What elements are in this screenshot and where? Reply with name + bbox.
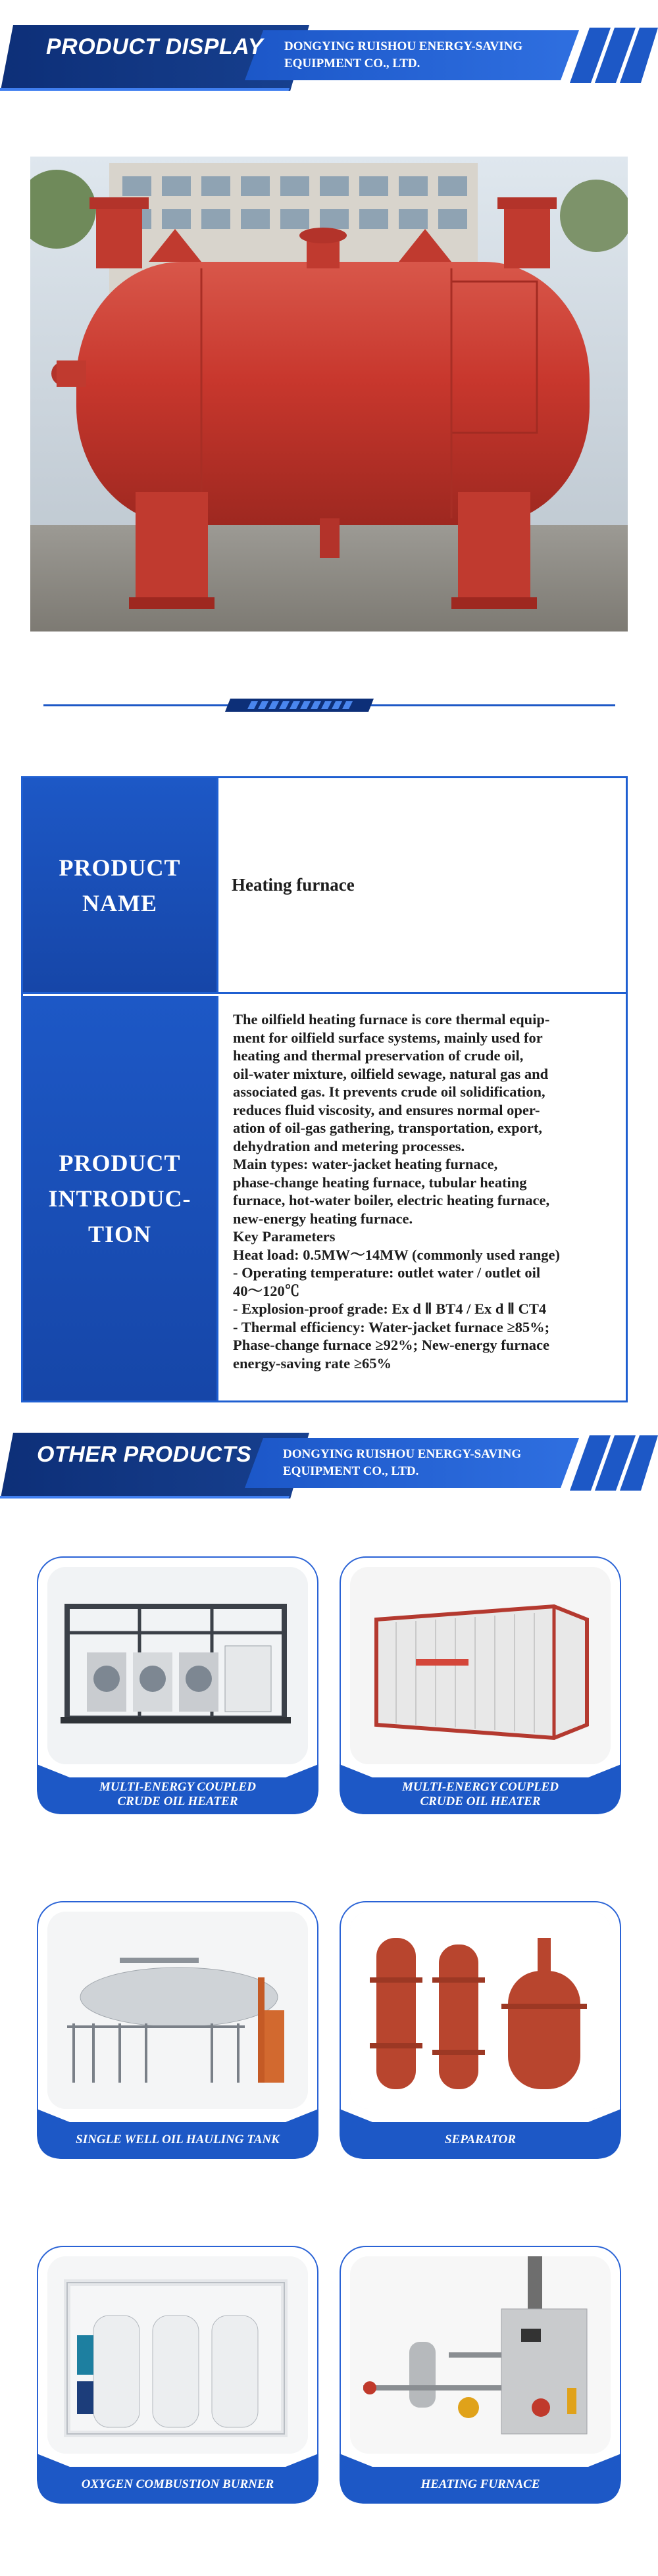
section-title: PRODUCT DISPLAY — [46, 34, 263, 59]
product-intro-label-line1: PRODUCT — [59, 1149, 181, 1176]
intro-line: - Explosion-proof grade: Ex d Ⅱ BT4 / Ex d Ⅱ CT4 — [233, 1300, 547, 1317]
product-intro-row — [23, 996, 626, 1400]
product-caption-line1: MULTI-ENERGY COUPLED — [99, 1780, 257, 1794]
intro-line: Key Parameters — [233, 1228, 336, 1245]
product-intro-label-line3: TION — [88, 1220, 151, 1247]
product-card[interactable] — [37, 1556, 318, 1814]
hero-product-photo — [30, 157, 628, 632]
product-photo-multi-energy-heater — [47, 1567, 308, 1764]
intro-line: associated gas. It prevents crude oil solidification, — [233, 1083, 545, 1100]
product-info-table — [21, 776, 628, 1402]
product-caption-band — [340, 2440, 621, 2504]
company-name — [284, 38, 522, 72]
product-caption: HEATING FURNACE — [420, 2477, 540, 2491]
separator-illustration — [350, 1912, 611, 2109]
product-caption — [37, 1780, 318, 1809]
company-name-line1: DONGYING RUISHOU ENERGY-SAVING — [284, 39, 523, 53]
product-name-value: Heating furnace — [216, 778, 626, 992]
company-name — [283, 1446, 521, 1480]
company-name-line2: EQUIPMENT CO., LTD. — [284, 57, 420, 70]
product-name-row — [23, 778, 626, 994]
intro-line: new-energy heating furnace. — [233, 1210, 413, 1227]
intro-line: Main types: water-jacket heating furnace, — [233, 1156, 498, 1172]
hauling-tank-illustration — [47, 1912, 308, 2109]
product-caption-line2: CRUDE OIL HEATER — [117, 1795, 238, 1808]
intro-line: phase-change heating furnace, tubular heating — [233, 1174, 527, 1191]
product-caption-line2: CRUDE OIL HEATER — [420, 1795, 541, 1808]
intro-line: reduces fluid viscosity, and ensures normal oper- — [233, 1101, 540, 1118]
intro-line: 40～120℃ — [233, 1282, 300, 1299]
product-photo-oxygen-burner — [47, 2256, 308, 2454]
intro-line: energy-saving rate ≥65% — [233, 1354, 392, 1372]
intro-line: dehydration and metering processes. — [233, 1137, 465, 1154]
company-name-line1: DONGYING RUISHOU ENERGY-SAVING — [283, 1447, 522, 1461]
product-display-banner — [0, 25, 658, 91]
product-caption-line1: MULTI-ENERGY COUPLED — [401, 1780, 559, 1794]
product-intro-label-line2: INTRODUC- — [48, 1185, 191, 1212]
caption-band-graphic — [37, 2440, 318, 2504]
intro-line: - Operating temperature: outlet water / outlet oil — [233, 1264, 541, 1281]
product-intro-label — [23, 996, 216, 1400]
container-unit-illustration — [350, 1567, 611, 1764]
furnace-illustration — [350, 2256, 611, 2454]
company-name-line2: EQUIPMENT CO., LTD. — [283, 1464, 419, 1478]
product-name-label — [23, 778, 216, 992]
intro-line: Heat load: 0.5MW～14MW (commonly used range) — [233, 1246, 561, 1263]
product-caption: OXYGEN COMBUSTION BURNER — [81, 2477, 274, 2491]
product-card[interactable] — [37, 2246, 318, 2504]
product-caption: SEPARATOR — [444, 2133, 517, 2146]
intro-line: heating and thermal preservation of crude oil, — [233, 1047, 524, 1064]
section-title: OTHER PRODUCTS — [37, 1442, 252, 1467]
intro-line: furnace, hot-water boiler, electric heating furnace, — [233, 1192, 550, 1208]
product-card[interactable] — [37, 1901, 318, 2159]
burner-skid-illustration — [47, 2256, 308, 2454]
product-photo-separator — [350, 1912, 611, 2109]
other-products-banner — [0, 1433, 658, 1499]
product-caption-band — [340, 2096, 621, 2159]
product-card[interactable] — [340, 1901, 621, 2159]
product-card[interactable] — [340, 2246, 621, 2504]
intro-line: The oilfield heating furnace is core thermal equip- — [233, 1011, 550, 1028]
intro-line: ment for oilfield surface systems, mainly used for — [233, 1029, 543, 1046]
intro-line: Phase-change furnace ≥92%; New-energy furnace — [233, 1337, 549, 1353]
product-card[interactable] — [340, 1556, 621, 1814]
heating-furnace-illustration — [30, 157, 628, 632]
product-photo-heating-furnace — [350, 2256, 611, 2454]
product-caption-band — [37, 2096, 318, 2159]
divider-graphic — [0, 691, 658, 717]
intro-line: - Thermal efficiency: Water-jacket furnace ≥85%; — [233, 1318, 550, 1335]
skid-unit-illustration — [47, 1567, 308, 1764]
product-name-label-line1: PRODUCT — [59, 854, 181, 881]
caption-band-graphic — [37, 2096, 318, 2159]
caption-band-graphic — [340, 2096, 621, 2159]
product-caption — [340, 1780, 621, 1809]
section-divider — [0, 691, 658, 717]
product-photo-multi-energy-heater — [350, 1567, 611, 1764]
product-caption: SINGLE WELL OIL HAULING TANK — [76, 2133, 280, 2146]
product-photo-oil-hauling-tank — [47, 1912, 308, 2109]
product-caption-band — [340, 1751, 621, 1814]
product-caption-band — [37, 2440, 318, 2504]
caption-band-graphic — [340, 2440, 621, 2504]
product-caption-band — [37, 1751, 318, 1814]
product-name-label-line2: NAME — [82, 889, 157, 916]
intro-line: ation of oil-gas gathering, transportation, export, — [233, 1120, 542, 1136]
intro-line: oil-water mixture, oilfield sewage, natural gas and — [233, 1065, 549, 1082]
product-intro-text — [216, 996, 626, 1400]
